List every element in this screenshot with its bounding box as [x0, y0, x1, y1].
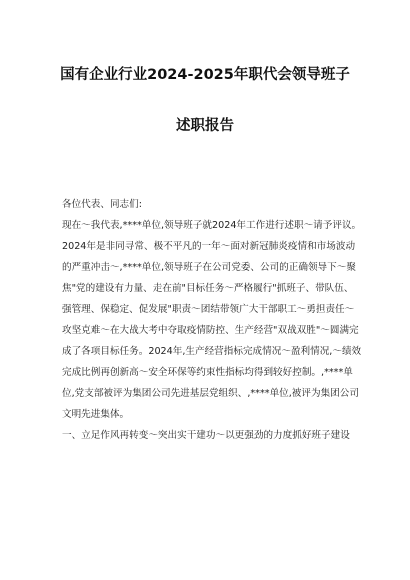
- document-title-line-1: 国有企业行业2024-2025年职代会领导班子: [60, 67, 350, 83]
- document-body: [62, 194, 362, 446]
- document-title-line-2: 述职报告: [176, 118, 234, 134]
- paragraph-intro: 现在～我代表,****单位,领导班子就2024年工作进行述职～请予评议。: [62, 220, 362, 231]
- section-heading-1: 一、立足作风再转变～突出实干建功～以更强劲的力度抓好班子建设: [62, 430, 350, 441]
- greeting: 各位代表、同志们:: [62, 199, 142, 210]
- paragraph-summary: 2024年是非同寻常、极不平凡的一年～面对新冠肺炎疫情和市场波动的严重冲击～,****单位,领导班子在公司党委、公司的正确领导下～聚焦"党的建设有力量、走在前"目标任务～严格履行"抓班子、带队伍、强管理、保稳定、促发展"职责～团结带领广大干部职工～勇担责任～攻坚克难～在大战大考中夺取疫情防控、生产经营"双战双胜"～圆满完成了各项目标任务。2024年,生产经营指标完成情况～盈利情况,～绩效完成比例再创新高～安全环保等约束性指标均得到较好控制。,****单位,党支部被评为集团公司先进基层党组织、,****单位,被评为集团公司文明先进集体。: [62, 241, 362, 420]
